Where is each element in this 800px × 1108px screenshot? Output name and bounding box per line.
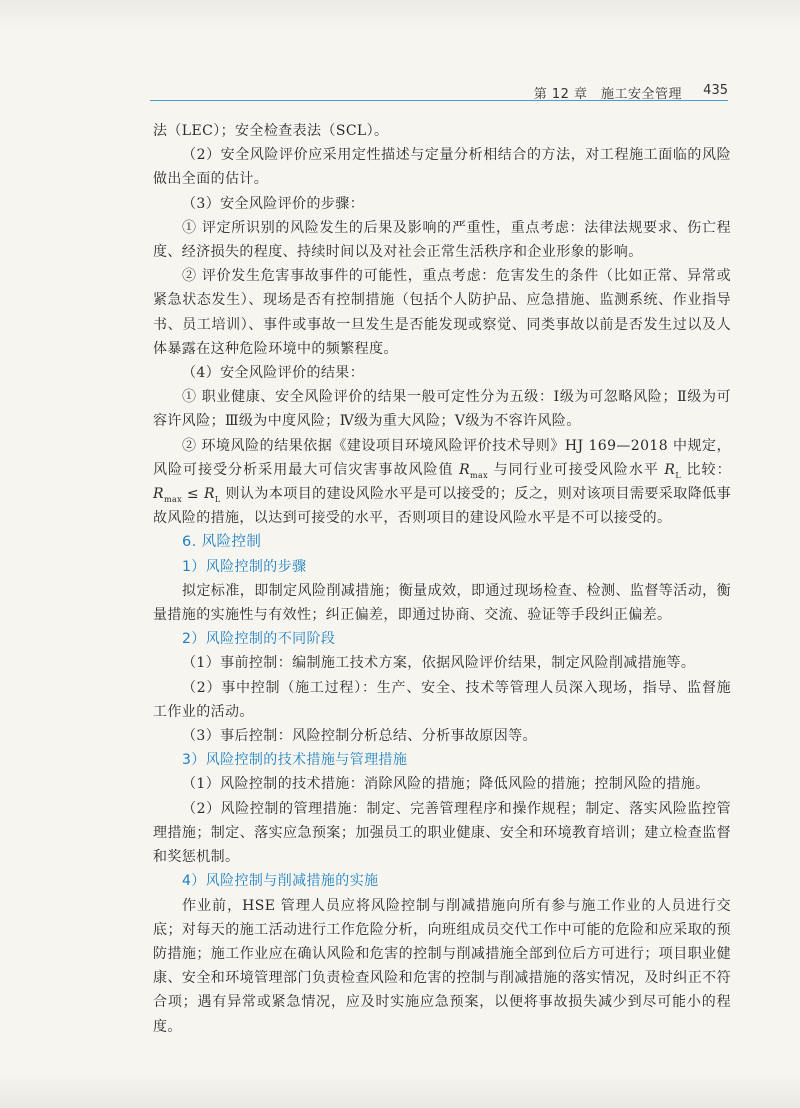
symbol-subscript: max: [470, 470, 489, 480]
paragraph-risk-formula: [153, 434, 731, 531]
subsection-heading: 2）风险控制的不同阶段: [182, 631, 336, 648]
paragraph: （3）安全风险评价的步骤：: [182, 195, 365, 212]
paragraph: （1）风险控制的技术措施：消除风险的措施；降低风险的措施；控制风险的措施。: [182, 776, 710, 793]
text-run: 与同行业可接受风险水平: [488, 461, 665, 478]
scan-bottom-edge: [0, 1074, 800, 1108]
header-rule: [150, 100, 728, 101]
text-run: 则认为本项目的建设风险水平是可以接受的；反之，则对该项目需要采取降低事故风险的措施，以达到可接受的水平，否则项目的建设风险水平是不可以接受的。: [153, 486, 731, 527]
symbol-subscript: max: [163, 494, 183, 504]
chapter-title: 第 12 章 施工安全管理: [533, 87, 682, 102]
running-header: [0, 66, 800, 106]
text-run: ② 环境风险的结果依据《建设项目环境风险评价技术导则》HJ 169—2018 中规定，风险可接受分析采用最大可信灾害事故风险值: [153, 437, 731, 478]
scan-top-edge: [0, 0, 800, 32]
section-heading: 6. 风险控制: [182, 534, 262, 551]
paragraph: （2）安全风险评价应采用定性描述与定量分析相结合的方法，对工程施工面临的风险做出全面的估计。: [153, 147, 731, 188]
paragraph: ① 评定所识别的风险发生的后果及影响的严重性，重点考虑：法律法规要求、伤亡程度、经济损失的程度、持续时间以及对社会正常生活秩序和企业形象的影响。: [153, 219, 731, 261]
symbol-r: R: [153, 486, 164, 503]
page-number: 435: [703, 83, 728, 98]
symbol-r: R: [664, 461, 676, 478]
paragraph: （3）事后控制：风险控制分析总结、分析事故原因等。: [182, 728, 537, 745]
paragraph: （1）事前控制：编制施工技术方案，依据风险评价结果，制定风险削减措施等。: [182, 655, 696, 672]
symbol-r: R: [459, 461, 471, 478]
text-run: 比较：: [681, 461, 731, 478]
symbol-subscript: L: [675, 470, 682, 480]
paragraph: ① 职业健康、安全风险评价的结果一般可定性分为五级：Ⅰ级为可忽略风险；Ⅱ级为可容许风险；Ⅲ级为中度风险；Ⅳ级为重大风险；Ⅴ级为不容许风险。: [153, 389, 731, 430]
subsection-heading: 1）风险控制的步骤: [182, 558, 307, 575]
paragraph: 作业前，HSE 管理人员应将风险控制与削减措施向所有参与施工作业的人员进行交底；对每天的施工活动进行工作危险分析，向班组成员交代工作中可能的危险和应采取的预防措施；施工作业应在确认风险和危害的控制与削减措施全部到位后方可进行；项目职业健康、安全和环境管理部门负责检查风险和危害的控制与削减措施的落实情况，及时纠正不符合项；遇有异常或紧急情况，应及时实施应急预案，以便将事故损失减少到尽可能小的程度。: [153, 897, 731, 1035]
paragraph: 拟定标准，即制定风险削减措施；衡量成效，即通过现场检查、检测、监督等活动，衡量措施的实施性与有效性；纠正偏差，即通过协商、交流、验证等手段纠正偏差。: [153, 582, 731, 624]
subsection-heading: 3）风险控制的技术措施与管理措施: [182, 752, 408, 769]
paragraph: （2）风险控制的管理措施：制定、完善管理程序和操作规程；制定、落实风险监控管理措施；制定、落实应急预案；加强员工的职业健康、安全和环境教育培训；建立检查监督和奖惩机制。: [153, 800, 731, 866]
text-run: ≤: [182, 486, 204, 503]
page-body: [153, 119, 731, 1039]
symbol-r: R: [203, 486, 215, 503]
paragraph: （2）事中控制（施工过程）：生产、安全、技术等管理人员深入现场，指导、监督施工作业的活动。: [153, 679, 731, 720]
symbol-subscript: L: [214, 494, 221, 504]
paragraph: ② 评价发生危害事故事件的可能性，重点考虑：危害发生的条件（比如正常、异常或紧急状态发生）、现场是否有控制措施（包括个人防护品、应急措施、监测系统、作业指导书、员工培训）、事件或事故一旦发生是否能发现或察觉、同类事故以前是否发生过以及人体暴露在这种危险环境中的频繁程度。: [153, 268, 731, 357]
paragraph: 法（LEC）；安全检查表法（SCL）。: [153, 123, 389, 139]
subsection-heading: 4）风险控制与削减措施的实施: [182, 873, 379, 890]
paragraph: （4）安全风险评价的结果：: [182, 365, 365, 382]
